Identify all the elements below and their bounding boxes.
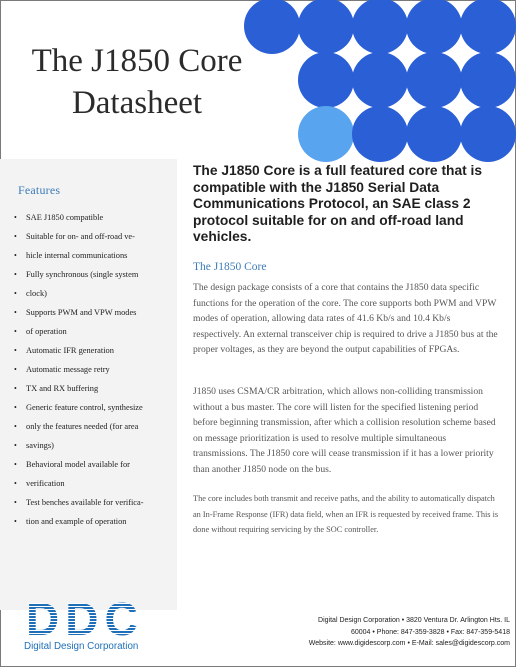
ddc-logo-mark xyxy=(24,593,180,645)
decorative-dot-light xyxy=(298,106,354,162)
decorative-dot xyxy=(352,52,408,108)
logo-letter: C xyxy=(104,593,138,645)
feature-item: • Generic feature control, synthesize xyxy=(8,398,176,417)
feature-item: • Suitable for on- and off-road ve- xyxy=(8,227,176,246)
logo-letter: D xyxy=(65,593,99,645)
feature-item-continued: • of operation xyxy=(8,322,176,341)
decorative-dot xyxy=(460,0,516,54)
feature-item: • Automatic IFR generation xyxy=(8,341,176,360)
decorative-dot xyxy=(352,106,408,162)
company-logo xyxy=(24,593,180,652)
feature-item: • Fully synchronous (single system xyxy=(8,265,176,284)
decorative-dot xyxy=(298,0,354,54)
logo-letter: D xyxy=(26,593,60,645)
feature-item: • TX and RX buffering xyxy=(8,379,176,398)
title-line-1: The J1850 Core xyxy=(31,43,243,79)
decorative-dot xyxy=(406,0,462,54)
features-list xyxy=(8,208,176,531)
contact-web-email: Website: www.digidescorp.com • E-Mail: sales@digidescorp.com xyxy=(308,640,510,647)
contact-phone-fax: 60004 • Phone: 847-359-3828 • Fax: 847-359-5418 xyxy=(350,628,510,636)
decorative-dot xyxy=(406,52,462,108)
feature-item-continued: • clock) xyxy=(8,284,176,303)
company-name: Digital Design Corporation xyxy=(24,641,139,652)
document-title xyxy=(12,40,262,124)
body-paragraph-3: The core includes both transmit and receive paths, and the ability to automatically dispatch an In-Frame Response (IFR) data field, when an IFR is requested by received frame. This is done without requiring servicing by the SOC controller. xyxy=(193,494,499,534)
feature-item: • Supports PWM and VPW modes xyxy=(8,303,176,322)
feature-item-continued: • tion and example of operation xyxy=(8,512,176,531)
decorative-dot xyxy=(460,106,516,162)
feature-item-continued: • only the features needed (for area xyxy=(8,417,176,436)
body-paragraph-1: The design package consists of a core that contains the J1850 data specific functions for the operation of the core. The core supports both PWM and VPW modes of operation, allowing data rates of 41.6 Kb/s and 10.4 Kb/s respectively. An external transceiver chip is required to drive a J1850 bus at the proper voltages, as they are beyond the output capabilities of FPGAs. xyxy=(193,282,498,355)
decorative-dot xyxy=(352,0,408,54)
feature-item: • Test benches available for verifica- xyxy=(8,493,176,512)
body-paragraph-2: J1850 uses CSMA/CR arbitration, which allows non-colliding transmission without a bus master. The core will listen for the specified listening period before beginning transmission, after which a collision resolution scheme based on message prioritization is used to resolve multiple simultaneous transmissions. The J1850 core will cease transmission if it has a lower priority than another J1850 node on the bus. xyxy=(193,386,496,475)
features-heading: Features xyxy=(18,183,61,197)
title-line-2: Datasheet xyxy=(71,85,203,121)
contact-address: Digital Design Corporation • 3820 Ventura Dr. Arlington Hts. IL xyxy=(318,617,510,624)
feature-item-continued: • hicle internal communications xyxy=(8,246,176,265)
feature-item: • Behavioral model available for xyxy=(8,455,176,474)
contact-block xyxy=(240,615,510,650)
feature-item: • Automatic message retry xyxy=(8,360,176,379)
feature-item-continued: • verification xyxy=(8,474,176,493)
feature-item-continued: • savings) xyxy=(8,436,176,455)
feature-item: • SAE J1850 compatible xyxy=(8,208,176,227)
decorative-dot xyxy=(244,0,300,54)
decorative-dot xyxy=(406,106,462,162)
lead-summary: The J1850 Core is a full featured core that is compatible with the J1850 Serial Data Communications Protocol, an SAE class 2 protocol suitable for on and off-road land vehicles. xyxy=(193,163,483,244)
section-heading: The J1850 Core xyxy=(193,261,267,273)
decorative-dot xyxy=(460,52,516,108)
decorative-dot xyxy=(298,52,354,108)
